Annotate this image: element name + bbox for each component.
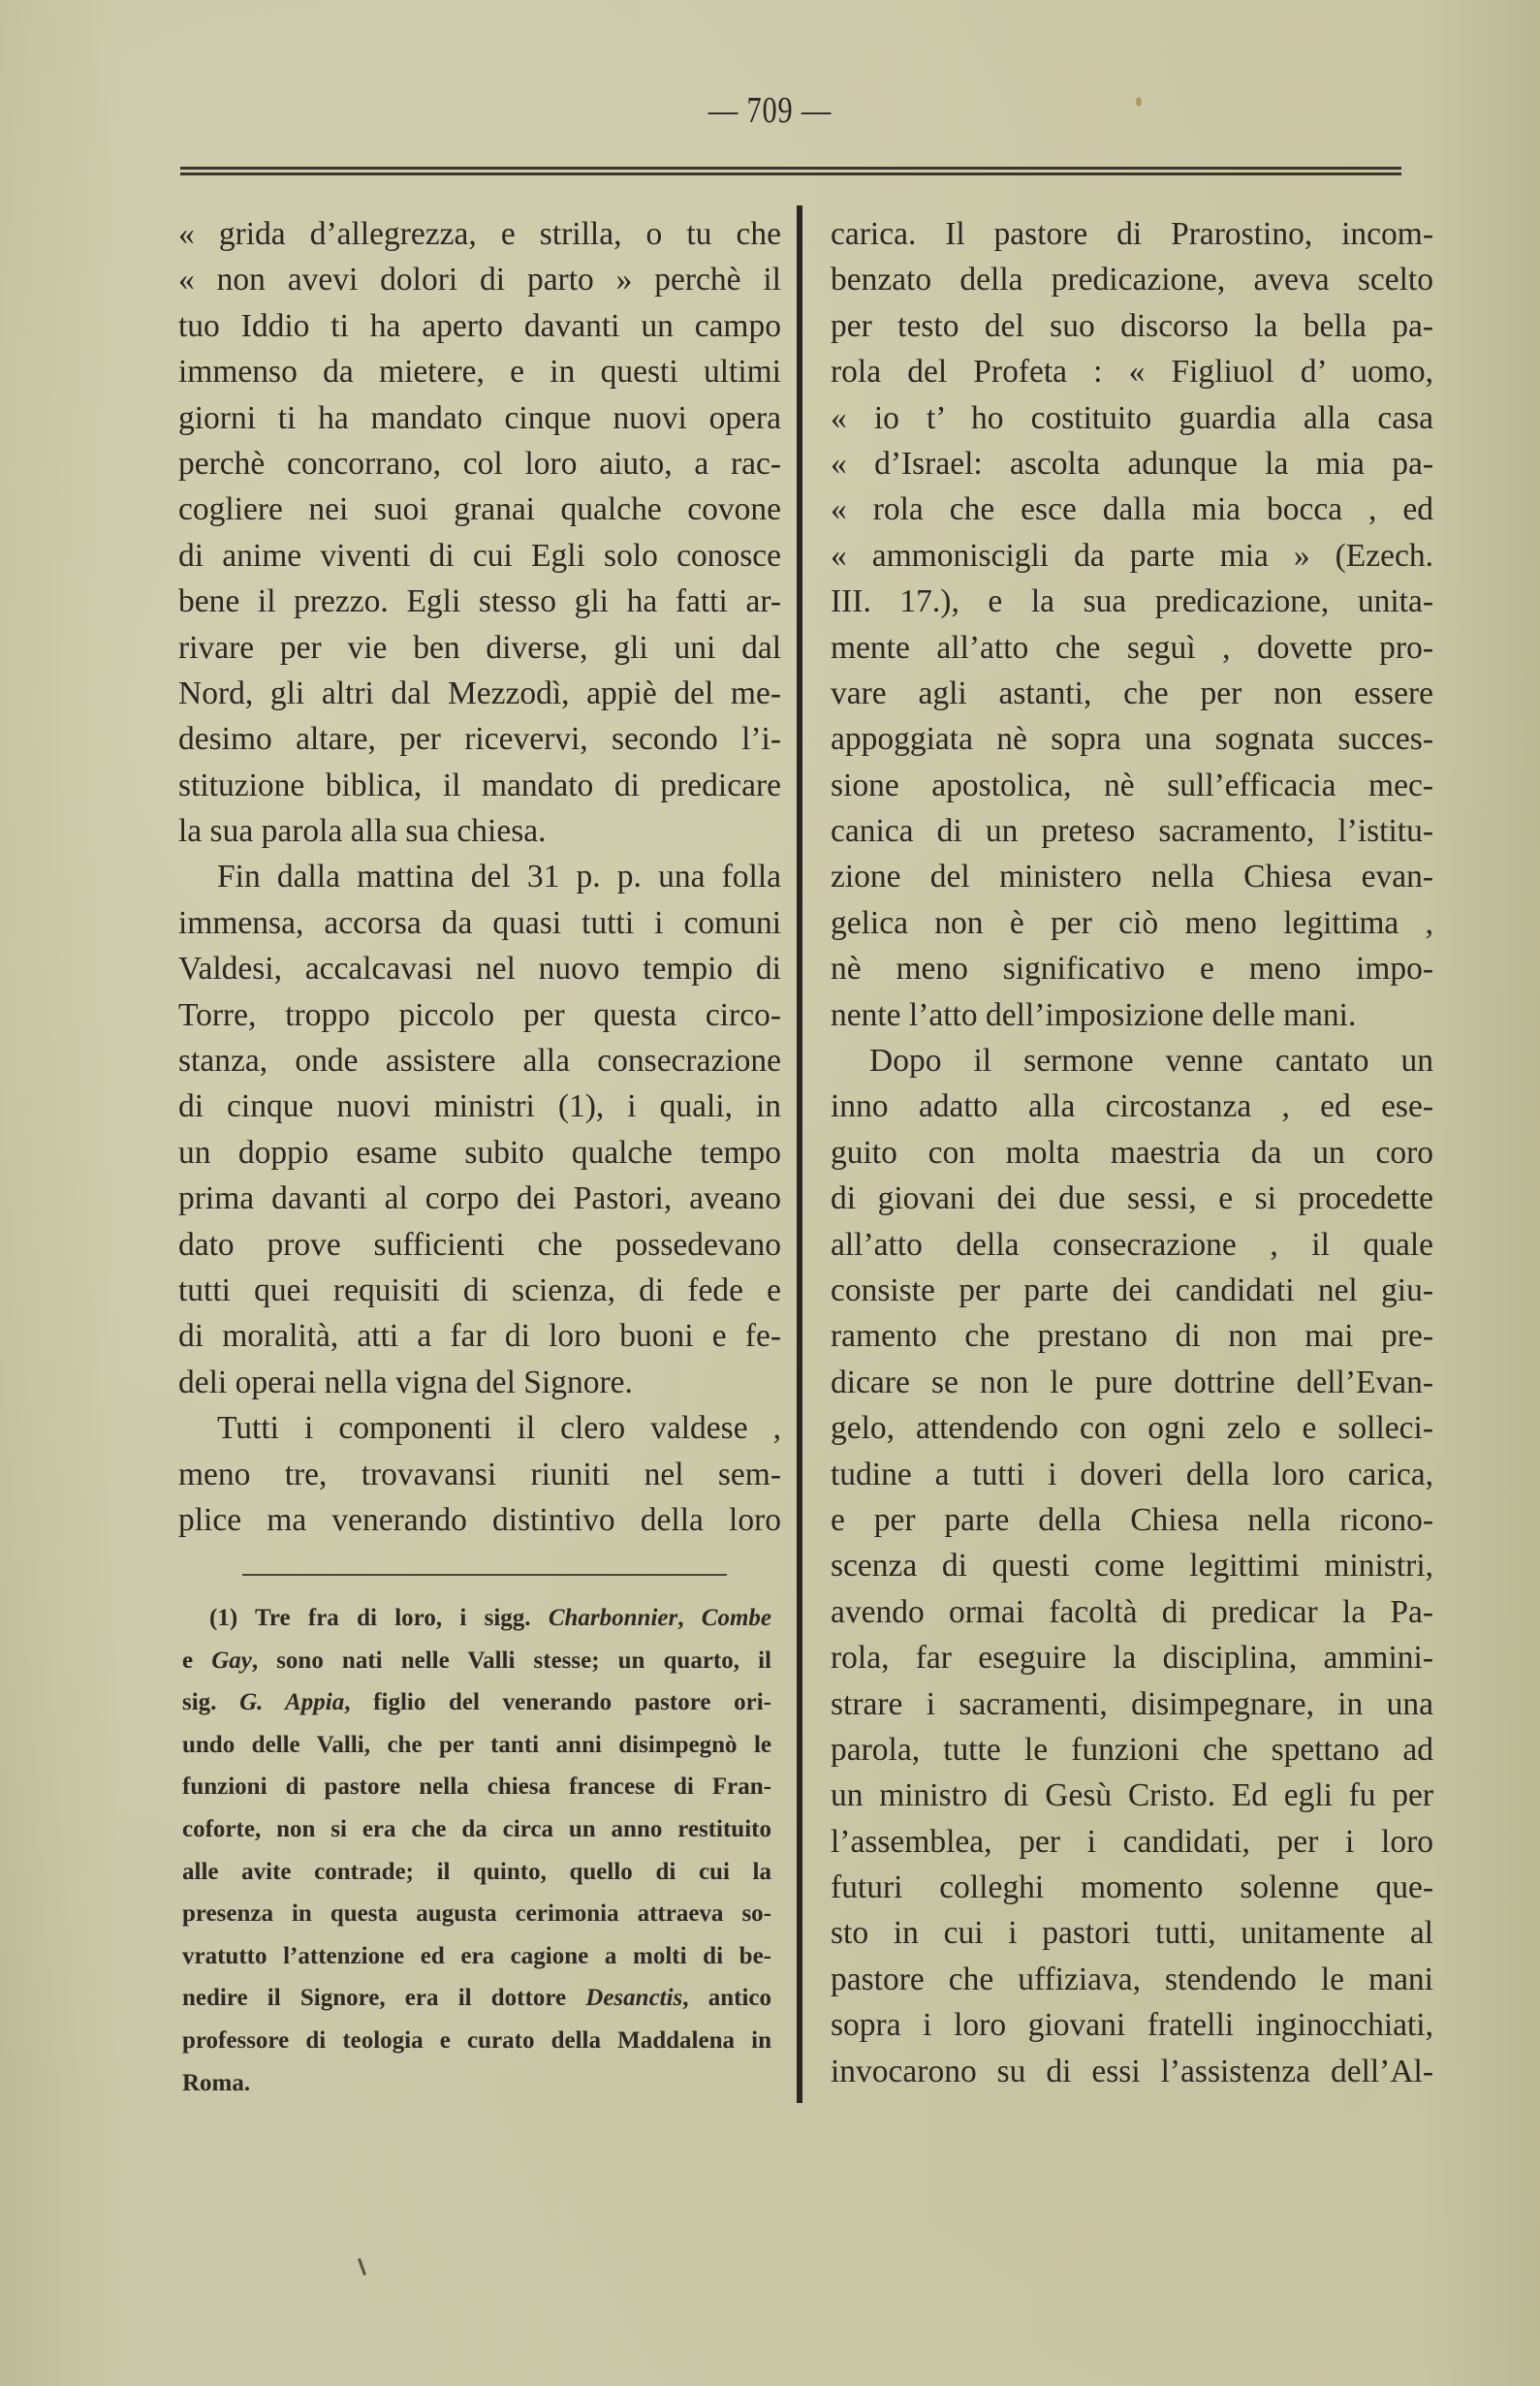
text-line: nè meno significativo e meno impo- — [831, 951, 1433, 988]
footnote-text: , antico — [682, 1985, 771, 2012]
footnote-line: undo delle Valli, che per tanti anni disimpegnò le — [182, 1731, 771, 1758]
text-line: strare i sacramenti, disimpegnare, in una — [831, 1685, 1433, 1722]
footnote-line — [182, 1681, 771, 1724]
text-line: « rola che esce dalla mia bocca , ed — [831, 491, 1433, 528]
text-line: avendo ormai facoltà di predicar la Pa- — [831, 1593, 1433, 1630]
text-line: III. 17.), e la sua predicazione, unita- — [831, 583, 1433, 620]
paper-stain — [1136, 97, 1142, 107]
text-line: di giovani dei due sessi, e si procedette — [831, 1180, 1433, 1217]
text-line: carica. Il pastore di Prarostino, incom- — [831, 216, 1433, 252]
text-line: futuri colleghi momento solenne que- — [831, 1869, 1433, 1906]
right-column — [831, 211, 1433, 2094]
footnote-line: presenza in questa augusta cerimonia attraeva so- — [182, 1900, 771, 1928]
text-line: bene il prezzo. Egli stesso gli ha fatti ar- — [178, 583, 781, 620]
text-line: guito con molta maestria da un coro — [831, 1134, 1433, 1171]
text-line: giorni ti ha mandato cinque nuovi opera — [178, 399, 781, 436]
text-line: consiste per parte dei candidati nel giu- — [831, 1271, 1433, 1308]
paper-mark — [358, 2258, 366, 2276]
text-line: di moralità, atti a far di loro buoni e fe- — [178, 1318, 781, 1355]
footnote-name: G. Appia — [239, 1689, 345, 1716]
text-line: sto in cui i pastori tutti, unitamente al — [831, 1915, 1433, 1952]
text-line: zione del ministero nella Chiesa evan- — [831, 859, 1433, 895]
footnote-line: coforte, non si era che da circa un anno restituito — [182, 1815, 771, 1842]
text-line: la sua parola alla sua chiesa. — [178, 813, 547, 850]
text-line: di anime viventi di cui Egli solo conosce — [178, 537, 781, 574]
text-line: Nord, gli altri dal Mezzodì, appiè del me- — [178, 675, 781, 711]
text-line: plice ma venerando distintivo della loro — [178, 1501, 781, 1538]
text-line: all’atto della consecrazione , il quale — [831, 1226, 1433, 1263]
text-line: stituzione biblica, il mandato di predicare — [178, 767, 781, 803]
text-line: dato prove sufficienti che possedevano — [178, 1226, 781, 1263]
text-line: e per parte della Chiesa nella ricono- — [831, 1501, 1433, 1538]
text-line: ramento che prestano di non mai pre- — [831, 1318, 1433, 1355]
text-line: rivare per vie ben diverse, gli uni dal — [178, 629, 781, 666]
text-line: l’assemblea, per i candidati, per i loro — [831, 1823, 1433, 1860]
text-line: per testo del suo discorso la bella pa- — [831, 307, 1433, 344]
text-line: « non avevi dolori di parto » perchè il — [178, 262, 781, 298]
text-line: Fin dalla mattina del 31 p. p. una folla — [217, 859, 781, 895]
text-line: desimo altare, per ricevervi, secondo l’i- — [178, 721, 781, 758]
text-line: di cinque nuovi ministri (1), i quali, in — [178, 1088, 781, 1125]
footnote-name: Gay — [211, 1647, 252, 1674]
footnote-text: e — [182, 1647, 212, 1674]
text-line: tutti quei requisiti di scienza, di fede e — [178, 1271, 781, 1308]
text-line: prima davanti al corpo dei Pastori, aveano — [178, 1180, 781, 1217]
footnote-text: Tre fra di loro, i sigg. — [255, 1605, 549, 1631]
text-line: mente all’atto che seguì , dovette pro- — [831, 629, 1433, 666]
text-line: rola del Profeta : « Figliuol d’ uomo, — [831, 354, 1433, 391]
text-line: un ministro di Gesù Cristo. Ed egli fu per — [831, 1777, 1433, 1814]
text-line: pastore che uffiziava, stendendo le mani — [831, 1961, 1433, 1997]
footnote-name: Desanctis — [585, 1985, 683, 2012]
footnote-text: , figlio del venerando pastore ori- — [344, 1689, 771, 1716]
text-line: tuo Iddio ti ha aperto davanti un campo — [178, 307, 781, 344]
text-line: stanza, onde assistere alla consecrazione — [178, 1043, 781, 1080]
text-line: invocarono su di essi l’assistenza dell’Al- — [831, 2053, 1433, 2089]
text-line: « ammoniscigli da parte mia » (Ezech. — [831, 537, 1433, 574]
text-line: vare agli astanti, che per non essere — [831, 675, 1433, 711]
footnote-name: Charbonnier — [548, 1605, 678, 1631]
footnote-text: sig. — [182, 1689, 240, 1716]
text-line: rola, far eseguire la disciplina, ammini- — [831, 1640, 1433, 1677]
footnote-line: alle avite contrade; il quinto, quello di cui la — [182, 1858, 771, 1885]
text-line: benzato della predicazione, aveva scelto — [831, 262, 1433, 298]
text-line: immenso da mietere, e in questi ultimi — [178, 354, 781, 391]
text-line: nente l’atto dell’imposizione delle mani. — [831, 996, 1357, 1033]
text-line: gelica non è per ciò meno legittima , — [831, 904, 1433, 941]
footnote-line: Roma. — [182, 2069, 251, 2096]
footnote-text: nedire il Signore, era il dottore — [182, 1985, 586, 2012]
column-divider — [797, 205, 802, 2103]
footnote-line — [182, 1640, 771, 1682]
text-line: un doppio esame subito qualche tempo — [178, 1134, 781, 1171]
text-line: « io t’ ho costituito guardia alla casa — [831, 399, 1433, 436]
text-line: Dopo il sermone venne cantato un — [869, 1043, 1433, 1080]
text-line: inno adatto alla circostanza , ed ese- — [831, 1088, 1433, 1125]
text-line: Tutti i componenti il clero valdese , — [217, 1410, 781, 1447]
footnote — [182, 1597, 771, 2104]
text-line: deli operai nella vigna del Signore. — [178, 1364, 633, 1400]
header-double-rule — [180, 167, 1401, 175]
text-line: canica di un preteso sacramento, l’istitu- — [831, 813, 1433, 850]
footnote-line — [182, 1597, 771, 1640]
text-line: immensa, accorsa da quasi tutti i comuni — [178, 904, 781, 941]
text-line: appoggiata nè sopra una sognata succes- — [831, 721, 1433, 758]
left-column — [178, 211, 781, 1543]
footnote-line: funzioni di pastore nella chiesa francese di Fran- — [182, 1774, 771, 1801]
page-number: — 709 — — [707, 90, 833, 131]
text-line: Torre, troppo piccolo per questa circo- — [178, 996, 781, 1033]
footnote-separator — [242, 1574, 727, 1576]
text-line: parola, tutte le funzioni che spettano ad — [831, 1731, 1433, 1768]
footnote-text: , sono nati nelle Valli stesse; un quarto, il — [251, 1647, 771, 1674]
text-line: dicare se non le pure dottrine dell’Evan- — [831, 1364, 1433, 1400]
footnote-line: vratutto l’attenzione ed era cagione a molti di be- — [182, 1942, 771, 1969]
text-line: sopra i loro giovani fratelli inginocchiati, — [831, 2007, 1433, 2044]
text-line: perchè concorrano, col loro aiuto, a rac- — [178, 445, 781, 482]
footnote-marker: (1) — [209, 1605, 238, 1631]
text-line: tudine a tutti i doveri della loro carica, — [831, 1456, 1433, 1492]
text-line: cogliere nei suoi granai qualche covone — [178, 491, 781, 528]
footnote-name: Combe — [701, 1605, 771, 1631]
footnote-text: , — [677, 1605, 702, 1631]
text-line: gelo, attendendo con ogni zelo e solleci- — [831, 1410, 1433, 1447]
text-line: meno tre, trovavansi riuniti nel sem- — [178, 1456, 781, 1492]
footnote-line — [182, 1977, 771, 2020]
text-line: « grida d’allegrezza, e strilla, o tu che — [178, 216, 781, 252]
footnote-line: professore di teologia e curato della Maddalena in — [182, 2026, 771, 2054]
text-line: sione apostolica, nè sull’efficacia mec- — [831, 767, 1433, 803]
text-line: scenza di questi come legittimi ministri, — [831, 1548, 1433, 1585]
text-line: Valdesi, accalcavasi nel nuovo tempio di — [178, 951, 781, 988]
text-line: « d’Israel: ascolta adunque la mia pa- — [831, 445, 1433, 482]
